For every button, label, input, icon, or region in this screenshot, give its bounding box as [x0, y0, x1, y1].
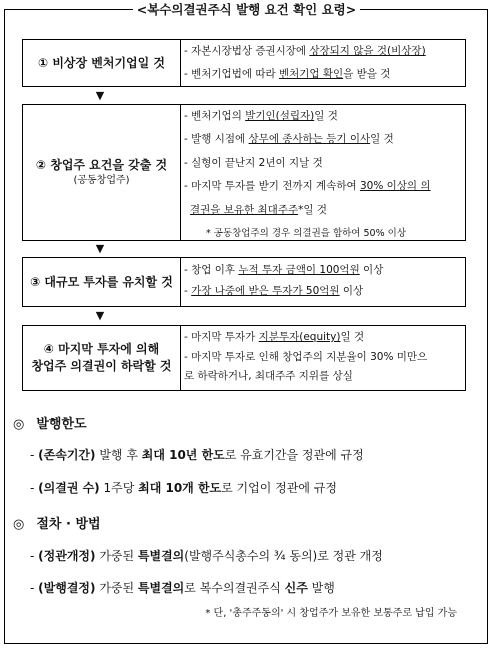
requirement-label-text: ③ 대규모 투자를 유치할 것 [30, 274, 173, 289]
requirement-details [181, 40, 465, 86]
bullet-circle-icon: ◎ [13, 517, 25, 532]
section-item: - (정관개정) 가중된 특별결의(발행주식총수의 ¾ 동의)로 정관 개정 [30, 549, 383, 563]
section-item: - (발행결정) 가중된 특별결의로 복수의결권주식 신주 발행 [30, 581, 335, 595]
requirement-label-text: ② 창업주 요건을 갖출 것 [35, 158, 168, 172]
requirement-details [181, 326, 465, 390]
requirement-row-2 [22, 104, 466, 241]
section-item: - (의결권 수) 1주당 최대 10개 한도로 기업이 정관에 규정 [30, 481, 337, 495]
down-arrow-icon: ▼ [95, 242, 105, 255]
detail-line: - 마지막 투자를 받기 전까지 계속하여 30% 이상의 의 [184, 180, 431, 193]
requirement-label-text: ① 비상장 벤처기업일 것 [37, 55, 166, 70]
down-arrow-icon: ▼ [95, 89, 105, 102]
requirement-sublabel: (공동창업주) [73, 175, 130, 186]
footnote: * 단, '총주주동의' 시 창업주가 보유한 보통주로 납입 가능 [205, 608, 457, 619]
detail-line: - 자본시장법상 증권시장에 상장되지 않을 것(비상장) [184, 45, 426, 57]
requirement-label [23, 40, 181, 86]
detail-line: - 발행 시점에 상무에 종사하는 등기 이사일 것 [184, 133, 394, 146]
section-title: 발행한도 [36, 417, 87, 432]
detail-line: - 가장 나중에 받은 투자가 50억원 이상 [184, 285, 364, 297]
detail-line: - 마지막 투자가 지분투자(equity)일 것 [184, 331, 365, 343]
requirement-row-1 [22, 39, 466, 87]
section-item: - (존속기간) 발행 후 최대 10년 한도로 유효기간을 정관에 규정 [30, 448, 364, 462]
detail-line: 로 하락하거나, 최대주주 지위를 상실 [184, 370, 353, 382]
requirement-label [23, 105, 181, 240]
page-title: <복수의결권주식 발행 요건 확인 요령> [0, 0, 493, 20]
requirement-label-text: 창업주 의결권이 하락할 것 [31, 359, 172, 373]
bullet-circle-icon: ◎ [13, 417, 25, 432]
requirement-label-text: ④ 마지막 투자에 의해 [43, 342, 160, 356]
down-arrow-icon: ▼ [95, 309, 105, 322]
detail-line: - 마지막 투자로 인해 창업주의 지분율이 30% 미만으 [184, 350, 428, 363]
detail-line: - 실형이 끝난지 2년이 지날 것 [184, 156, 323, 169]
section-heading-issuance-limit [13, 416, 87, 434]
requirement-row-3 [22, 257, 466, 307]
detail-line: - 벤처기업의 발기인(설립자)일 것 [184, 110, 338, 122]
detail-line: - 창업 이후 누적 투자 금액이 100억원 이상 [184, 264, 384, 276]
requirement-details [181, 258, 465, 306]
requirement-label [23, 326, 181, 390]
requirement-details [181, 105, 465, 240]
detail-note: * 공동창업주의 경우 의결권을 합하여 50% 이상 [206, 228, 406, 240]
section-title: 절차 · 방법 [36, 517, 101, 532]
detail-line: - 벤처기업법에 따라 벤처기업 확인을 받을 것 [184, 67, 391, 80]
detail-line: 결권을 보유한 최대주주*일 것 [190, 203, 327, 216]
requirement-label [23, 258, 181, 306]
section-heading-procedure [13, 516, 101, 534]
requirement-row-4 [22, 325, 466, 391]
